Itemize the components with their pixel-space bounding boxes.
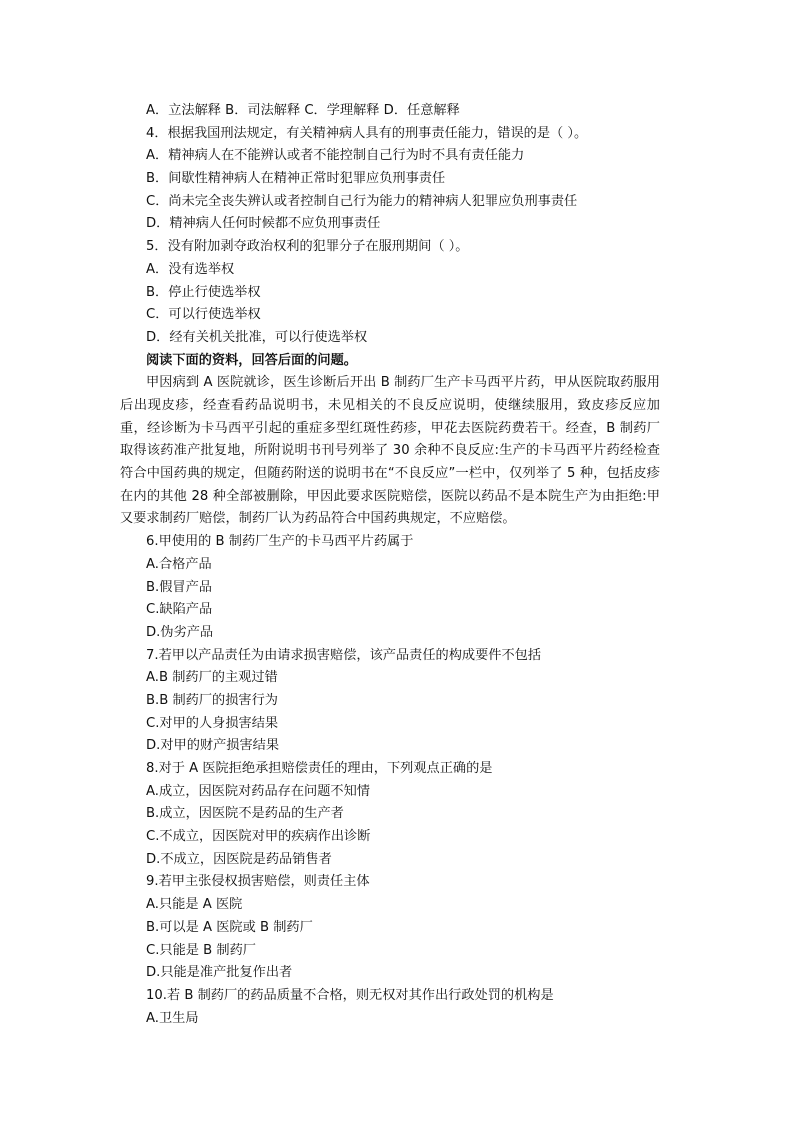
option-line: D．精神病人任何时候都不应负刑事责任 bbox=[146, 216, 381, 232]
option-line: D．经有关机关批准，可以行使选举权 bbox=[146, 329, 368, 345]
option-line: B.可以是 A 医院或 B 制药厂 bbox=[146, 919, 313, 935]
question-7: 7.若甲以产品责任为由请求损害赔偿，该产品责任的构成要件不包括 bbox=[146, 647, 542, 663]
question-4: 4．根据我国刑法规定，有关精神病人具有的刑事责任能力，错误的是（ ）。 bbox=[146, 125, 588, 141]
question-8: 8.对于 A 医院拒绝承担赔偿责任的理由，下列观点正确的是 bbox=[146, 761, 493, 777]
option-line: A.卫生局 bbox=[146, 1010, 199, 1026]
option-line: B．停止行使选举权 bbox=[146, 284, 261, 300]
option-line: C.缺陷产品 bbox=[146, 602, 213, 618]
option-line: D.不成立，因医院是药品销售者 bbox=[146, 851, 332, 867]
question-5: 5．没有附加剥夺政治权利的犯罪分子在服刑期间（ ）。 bbox=[146, 239, 469, 255]
option-line: A．没有选举权 bbox=[146, 261, 235, 277]
option-line: C.对甲的人身损害结果 bbox=[146, 715, 279, 731]
text-line: A．立法解释 B．司法解释 C．学理解释 D．任意解释 bbox=[146, 103, 460, 118]
option-line: D.只能是准产批复作出者 bbox=[146, 965, 293, 981]
option-line: C.只能是 B 制药厂 bbox=[146, 942, 256, 958]
section-heading: 阅读下面的资料，回答后面的问题。 bbox=[146, 352, 357, 368]
option-line: A.只能是 A 医院 bbox=[146, 897, 243, 913]
case-passage: 甲因病到 A 医院就诊，医生诊断后开出 B 制药厂生产卡马西平片药，甲从医院取药服用后出现皮疹，经查看药品说明书，未见相关的不良反应说明，使继续服用，致皮疹反应加重，经诊断为卡马西平引起的重症多型红斑性药疹，甲花去医院药费若干。经查，B 制药厂取得该药准产批复地，所附说明书刊号列举了 30 余种不良反应:生产的卡马西平片药经检查符合中国药典的规定，但随药附送的说明书在“不良反应”一栏中，仅列举了 5 种，包括皮疹在内的其他 28 种全部被删除，甲因此要求医院赔偿，医院以药品不是本院生产为由拒绝:甲又要求制药厂赔偿，制药厂认为药品符合中国药典规定，不应赔偿。 bbox=[120, 375, 660, 527]
option-line: A．精神病人在不能辨认或者不能控制自己行为时不具有责任能力 bbox=[146, 148, 525, 164]
option-line: A.B 制药厂的主观过错 bbox=[146, 670, 278, 686]
option-line: D.对甲的财产损害结果 bbox=[146, 738, 280, 754]
option-line: B.假冒产品 bbox=[146, 579, 212, 595]
option-line: C．可以行使选举权 bbox=[146, 307, 261, 323]
document-content bbox=[120, 100, 686, 1030]
option-line: B.成立，因医院不是药品的生产者 bbox=[146, 806, 344, 822]
option-line: C．尚未完全丧失辨认或者控制自己行为能力的精神病人犯罪应负刑事责任 bbox=[146, 193, 578, 209]
question-6: 6.甲使用的 B 制药厂生产的卡马西平片药属于 bbox=[146, 534, 414, 550]
option-line: D.伪劣产品 bbox=[146, 624, 214, 640]
option-line: A.合格产品 bbox=[146, 556, 212, 572]
option-line: B.B 制药厂的损害行为 bbox=[146, 692, 278, 708]
question-10: 10.若 B 制药厂的药品质量不合格，则无权对其作出行政处罚的机构是 bbox=[146, 987, 554, 1003]
option-line: B．间歇性精神病人在精神正常时犯罪应负刑事责任 bbox=[146, 171, 446, 187]
option-line: A.成立，因医院对药品存在问题不知情 bbox=[146, 783, 370, 799]
option-line: C.不成立，因医院对甲的疾病作出诊断 bbox=[146, 829, 371, 845]
question-9: 9.若甲主张侵权损害赔偿，则责任主体 bbox=[146, 874, 370, 890]
